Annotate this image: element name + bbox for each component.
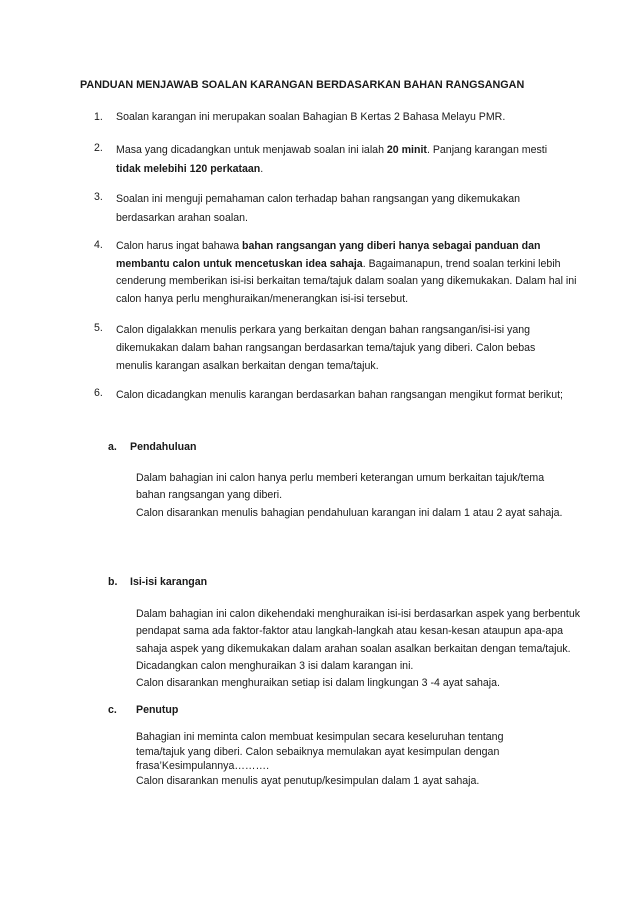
item-number: 2. bbox=[94, 142, 103, 154]
section-title: Pendahuluan bbox=[130, 441, 197, 453]
list-item-5 bbox=[94, 321, 564, 375]
item-number: 5. bbox=[94, 322, 103, 334]
paragraph-line: Calon disarankan menulis ayat penutup/kesimpulan dalam 1 ayat sahaja. bbox=[136, 774, 480, 787]
section-title: Isi-isi karangan bbox=[130, 576, 208, 588]
section-label: b. bbox=[108, 576, 118, 588]
bold-duration: 20 minit bbox=[386, 144, 427, 156]
item-number: 1. bbox=[94, 111, 103, 123]
paragraph-line: Dalam bahagian ini calon hanya perlu memberi keterangan umum berkaitan tajuk/tema bahan rangsangan yang diberi. bbox=[136, 472, 545, 501]
section-heading-a bbox=[108, 440, 598, 456]
bold-guidance: bahan rangsangan yang diberi hanya sebagai panduan dan membantu calon untuk mencetuskan idea sahaja bbox=[116, 240, 541, 270]
list-item-6 bbox=[94, 386, 564, 405]
paragraph-line: Dalam bahagian ini calon dikehendaki menghuraikan isi-isi berdasarkan aspek yang berbentuk pendapat sama ada faktor-faktor atau langkah-langkah atau kesan-kesan ataupun apa-apa sahaja aspek yang dikemukakan dalam arahan soalan asalkan berkaitan dengan tema/tajuk. Dicadangkan calon menghuraikan 3 isi dalam karangan ini. bbox=[136, 608, 581, 672]
item-text: Calon dicadangkan menulis karangan berdasarkan bahan rangsangan mengikut format berikut; bbox=[116, 389, 563, 401]
section-a-paragraph bbox=[136, 470, 566, 522]
item-text: Soalan karangan ini merupakan soalan Bahagian B Kertas 2 Bahasa Melayu PMR. bbox=[116, 111, 506, 123]
section-c-paragraph bbox=[136, 730, 526, 788]
paragraph-line: Calon disarankan menulis bahagian pendahuluan karangan ini dalam 1 atau 2 ayat sahaja. bbox=[136, 507, 563, 519]
item-number: 4. bbox=[94, 239, 103, 251]
list-item-4 bbox=[94, 238, 584, 308]
section-label: c. bbox=[108, 704, 117, 716]
item-text: Soalan ini menguji pemahaman calon terhadap bahan rangsangan yang dikemukakan berdasarkan arahan soalan. bbox=[116, 193, 521, 224]
bold-word-limit: tidak melebihi 120 perkataan bbox=[116, 163, 261, 175]
item-number: 3. bbox=[94, 191, 103, 203]
paragraph-line: Bahagian ini meminta calon membuat kesimpulan secara keseluruhan tentang tema/tajuk yang diberi. Calon sebaiknya memulakan ayat kesimpulan dengan frasa’Kesimpulannya………. bbox=[136, 731, 504, 772]
section-heading-c bbox=[108, 703, 598, 719]
section-label: a. bbox=[108, 441, 117, 453]
list-item-2 bbox=[94, 141, 574, 179]
item-text: Calon digalakkan menulis perkara yang berkaitan dengan bahan rangsangan/isi-isi yang dikemukakan dalam bahan rangsangan berdasarkan tema/tajuk yang diberi. Calon bebas menulis karangan asalkan berkaitan dengan tema/tajuk. bbox=[116, 324, 536, 372]
item-text: Masa yang dicadangkan untuk menjawab soalan ini ialah 20 minit. Panjang karangan mesti tidak melebihi 120 perkataan. bbox=[116, 144, 548, 175]
list-item-3 bbox=[94, 190, 564, 228]
section-title: Penutup bbox=[136, 704, 179, 716]
list-item-1 bbox=[94, 110, 594, 126]
document-title: PANDUAN MENJAWAB SOALAN KARANGAN BERDASARKAN BAHAN RANGSANGAN bbox=[80, 79, 525, 91]
section-b-paragraph bbox=[136, 606, 581, 692]
paragraph-line: Calon disarankan menghuraikan setiap isi dalam lingkungan 3 -4 ayat sahaja. bbox=[136, 677, 500, 690]
item-number: 6. bbox=[94, 387, 103, 399]
item-text: Calon harus ingat bahawa bahan rangsangan yang diberi hanya sebagai panduan dan membantu calon untuk mencetuskan idea sahaja. Bagaimanapun, trend soalan terkini lebih cenderung memberikan isi-isi berkaitan tema/tajuk dalam soalan yang dikemukakan. Dalam hal ini calon hanya perlu menghuraikan/menerangkan isi-isi tersebut. bbox=[116, 240, 577, 305]
section-heading-b bbox=[108, 575, 598, 591]
